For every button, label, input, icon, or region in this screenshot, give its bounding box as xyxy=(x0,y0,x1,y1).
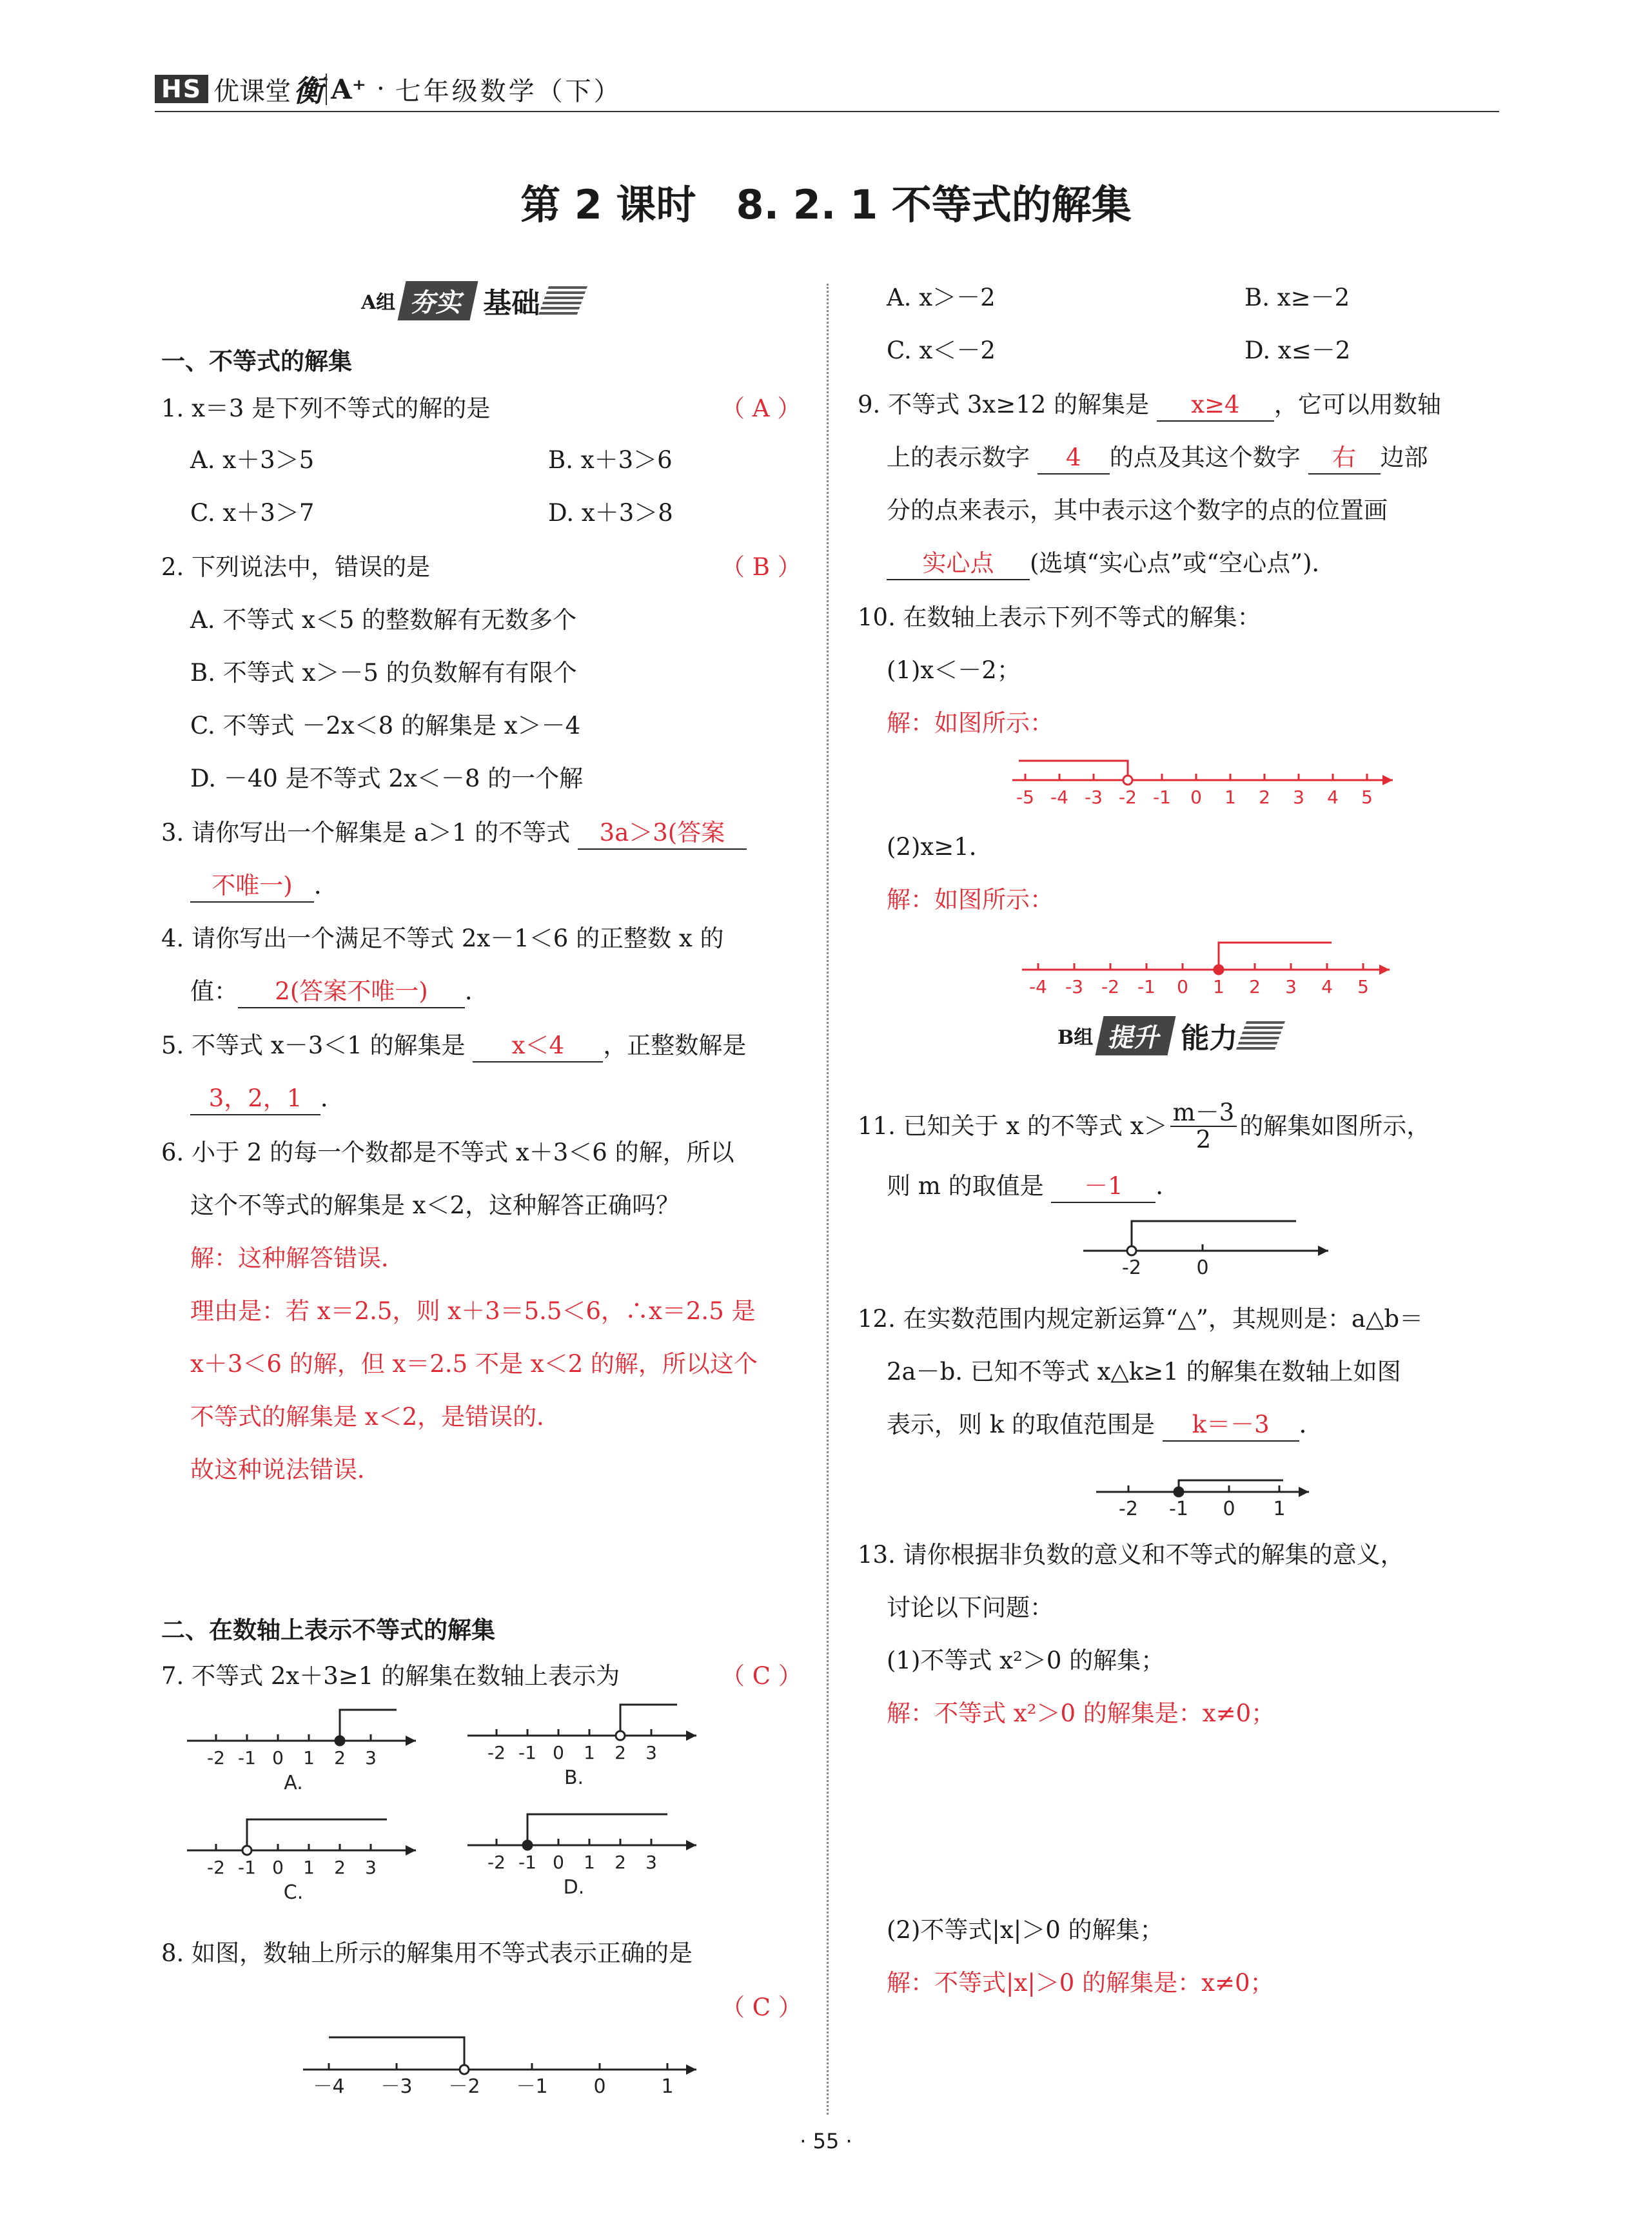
hollow-point xyxy=(242,1846,251,1855)
q7-option-figure xyxy=(467,1705,696,1789)
q11-stem-a: 11. 已知关于 x 的不等式 x＞ xyxy=(858,1112,1168,1140)
tick-label: 0 xyxy=(272,1747,284,1768)
tick-label: －1 xyxy=(516,2075,548,2098)
solution-bracket xyxy=(1219,943,1332,970)
hollow-point xyxy=(616,1731,625,1740)
q11-frac-den: 2 xyxy=(1195,1126,1212,1153)
tick-label: -1 xyxy=(1153,787,1171,808)
tick-label: -2 xyxy=(487,1742,506,1763)
q7-answer: （ C ） xyxy=(721,1662,802,1690)
q9-t5: 边部 xyxy=(1380,444,1428,471)
q13-answer-2: 解：不等式|x|＞0 的解集是：x≠0； xyxy=(887,1969,1274,1997)
header-rule xyxy=(155,111,1499,112)
solid-point xyxy=(523,1841,532,1850)
q1-option-d: D. x＋3＞8 xyxy=(548,499,673,527)
q9-t7: (选填“实心点”或“空心点”)． xyxy=(1030,549,1336,577)
q11-figure xyxy=(1077,1212,1335,1283)
tick-label: 0 xyxy=(593,2075,606,2098)
q7-option-label: A. xyxy=(284,1772,303,1794)
tick-label: 3 xyxy=(365,1747,377,1768)
brand-mark: 衡 xyxy=(293,73,324,108)
q6-answer-3: x＋3＜6 的解，但 x＝2.5 不是 x＜2 的解，所以这个 xyxy=(190,1350,758,1378)
tick-label: 2 xyxy=(615,1852,626,1873)
q11-stem-b: 的解集如图所示， xyxy=(1239,1112,1431,1140)
q6-line1: 6. 小于 2 的每一个数都是不等式 x＋3＜6 的解，所以 xyxy=(161,1139,734,1166)
q8-answer: （ C ） xyxy=(721,1993,802,2021)
q7-option-label: D. xyxy=(563,1876,585,1899)
q2-stem: 2. 下列说法中，错误的是 xyxy=(161,553,431,581)
group-b-shaded: 提升 xyxy=(1096,1016,1176,1055)
tick-label: －4 xyxy=(313,2075,345,2098)
column-divider xyxy=(827,284,829,2115)
q1-answer: （ A ） xyxy=(721,395,801,422)
q9-line3: 分的点来表示，其中表示这个数字的点的位置画 xyxy=(887,496,1388,524)
axis-arrow xyxy=(406,1736,416,1746)
solution-bracket xyxy=(1179,1480,1283,1492)
axis-arrow xyxy=(1379,965,1390,975)
tick-label: 5 xyxy=(1361,787,1373,808)
axis-arrow xyxy=(686,2064,696,2075)
tick-label: 1 xyxy=(661,2075,674,2098)
axis-arrow xyxy=(1382,775,1393,785)
q1-option-c: C. x＋3＞7 xyxy=(190,499,315,527)
q13-answer-1: 解：不等式 x²＞0 的解集是：x≠0； xyxy=(887,1699,1275,1727)
tick-label: -3 xyxy=(1065,976,1083,997)
q10-stem: 10. 在数轴上表示下列不等式的解集： xyxy=(858,603,1261,631)
q11-number-line xyxy=(1083,1221,1328,1279)
q2-option-d: D. －40 是不等式 2x＜－8 的一个解 xyxy=(190,765,584,792)
q13-part-1: (1)不等式 x²＞0 的解集； xyxy=(887,1647,1165,1674)
q7-option-label: C. xyxy=(283,1881,304,1904)
q8-figure xyxy=(297,2031,709,2102)
group-a-stripes xyxy=(538,286,587,315)
q3-line2 xyxy=(190,870,338,903)
tick-label: 2 xyxy=(1259,787,1270,808)
tick-label: -1 xyxy=(238,1747,256,1768)
tick-label: 0 xyxy=(553,1742,564,1763)
solid-point xyxy=(335,1736,344,1745)
q6-answer-4: 不等式的解集是 x＜2，是错误的． xyxy=(190,1403,561,1431)
q8-option-b: B. x≥－2 xyxy=(1244,284,1350,311)
tick-label: 1 xyxy=(584,1742,595,1763)
q3-end: ． xyxy=(314,872,338,899)
q7-figures xyxy=(181,1702,696,1915)
tick-label: 2 xyxy=(1249,976,1261,997)
page-number: · 55 · xyxy=(800,2129,852,2153)
group-b-label: B组 xyxy=(1057,1026,1094,1049)
q9-t2: ，它可以用数轴 xyxy=(1273,391,1441,418)
q9-stem: 9. 不等式 3x≥12 的解集是 xyxy=(858,391,1150,418)
tick-label: -4 xyxy=(1029,976,1047,997)
grade-mark: A⁺ xyxy=(326,73,366,105)
tick-label: 1 xyxy=(1224,787,1236,808)
solution-bracket xyxy=(1132,1221,1296,1251)
q2-option-a: A. 不等式 x＜5 的整数解有无数多个 xyxy=(190,606,577,634)
tick-label: 1 xyxy=(584,1852,595,1873)
q1-stem: 1. x＝3 是下列不等式的解的是 xyxy=(161,395,491,422)
tick-label: -5 xyxy=(1016,787,1034,808)
tick-label: -2 xyxy=(207,1857,225,1878)
q3-blank-cont: 不唯一) xyxy=(190,870,314,903)
q6-line2: 这个不等式的解集是 x＜2，这种解答正确吗？ xyxy=(190,1191,680,1219)
tick-label: -1 xyxy=(518,1852,536,1873)
solution-bracket xyxy=(340,1710,397,1741)
q7-option-label: B. xyxy=(564,1767,584,1789)
q11-line2 xyxy=(887,1171,1179,1203)
q10-part-1: (1)x＜－2； xyxy=(887,656,1021,684)
group-a-shaded: 夯实 xyxy=(398,281,478,320)
tick-label: -2 xyxy=(1119,787,1137,808)
q12-line1: 12. 在实数范围内规定新运算“△”，其规则是：a△b＝ xyxy=(858,1305,1424,1333)
hollow-point xyxy=(1123,776,1132,785)
q10-part-2: (2)x≥1． xyxy=(887,833,993,861)
q13-line2: 讨论以下问题： xyxy=(887,1594,1054,1621)
tick-label: 3 xyxy=(645,1852,657,1873)
q11-blank: －1 xyxy=(1051,1171,1155,1203)
q6-answer-2: 理由是：若 x＝2.5，则 x＋3＝5.5＜6，∴x＝2.5 是 xyxy=(190,1297,756,1325)
q11-end: ． xyxy=(1155,1172,1180,1200)
tick-label: -3 xyxy=(1085,787,1103,808)
section-2-heading: 二、在数轴上表示不等式的解集 xyxy=(161,1616,495,1644)
q4-blank: 2(答案不唯一) xyxy=(238,976,465,1008)
q9-blank-2: 4 xyxy=(1037,442,1110,475)
q10-number-line-2 xyxy=(1022,943,1390,997)
tick-label: 0 xyxy=(272,1857,284,1878)
q10-figure-2 xyxy=(1016,931,1402,1002)
tick-label: 2 xyxy=(334,1857,346,1878)
q12-number-line xyxy=(1096,1480,1309,1520)
q1-option-a: A. x＋3＞5 xyxy=(190,446,315,474)
q9-blank-4: 实心点 xyxy=(887,548,1030,580)
solution-bracket xyxy=(1019,761,1128,780)
header xyxy=(155,70,622,108)
tick-label: -1 xyxy=(1137,976,1155,997)
axis-arrow xyxy=(1299,1487,1309,1497)
logo: HS xyxy=(155,75,208,103)
q9-line4 xyxy=(887,548,1336,580)
axis-arrow xyxy=(1318,1246,1328,1256)
tick-label: 3 xyxy=(1293,787,1304,808)
q9-line1 xyxy=(858,389,1441,422)
q10-figure-1 xyxy=(1006,754,1406,825)
q8-option-d: D. x≤－2 xyxy=(1244,337,1351,364)
axis-arrow xyxy=(686,1840,696,1850)
hollow-point xyxy=(460,2065,469,2074)
page-title: 第 2 课时 8. 2. 1 不等式的解集 xyxy=(520,181,1132,228)
tick-label: 0 xyxy=(553,1852,564,1873)
brand: 优课堂 xyxy=(213,76,291,106)
group-b-plain: 能力 xyxy=(1181,1022,1238,1055)
q11-line1 xyxy=(858,1100,1430,1153)
tick-label: -2 xyxy=(207,1747,225,1768)
q4-line1: 4. 请你写出一个满足不等式 2x－1＜6 的正整数 x 的 xyxy=(161,925,724,952)
tick-label: 2 xyxy=(334,1747,346,1768)
solution-bracket xyxy=(527,1814,667,1845)
axis-arrow xyxy=(406,1845,416,1856)
q12-blank: k＝－3 xyxy=(1163,1409,1299,1442)
solid-point xyxy=(1174,1487,1183,1496)
q3-blank: 3a＞3(答案 xyxy=(578,818,747,850)
q5-line1 xyxy=(161,1030,746,1063)
tick-label: 0 xyxy=(1223,1498,1235,1520)
tick-label: 0 xyxy=(1196,1257,1209,1279)
q1-option-b: B. x＋3＞6 xyxy=(548,446,673,474)
subject: 七年级数学（下） xyxy=(395,76,622,106)
q8-option-a: A. x＞－2 xyxy=(887,284,996,311)
q7-option-figure xyxy=(187,1710,416,1794)
q5-stem: 5. 不等式 x－3＜1 的解集是 xyxy=(161,1032,466,1059)
tick-label: 4 xyxy=(1321,976,1333,997)
q9-blank-3: 右 xyxy=(1308,442,1381,475)
q10-number-line-1 xyxy=(1012,761,1393,808)
q5-line2 xyxy=(190,1083,344,1115)
q3-line xyxy=(161,818,747,850)
q2-option-b: B. 不等式 x＞－5 的负数解有有限个 xyxy=(190,659,577,687)
tick-label: 0 xyxy=(1190,787,1202,808)
tick-label: -4 xyxy=(1050,787,1068,808)
q10-answer-1: 解：如图所示： xyxy=(887,709,1054,737)
q5-blank-2: 3，2，1 xyxy=(190,1083,320,1115)
q7-option-figure xyxy=(187,1819,416,1904)
q5-mid: ，正整数解是 xyxy=(603,1032,747,1059)
tick-label: 1 xyxy=(1273,1498,1286,1520)
tick-label: 0 xyxy=(1177,976,1188,997)
q6-answer-5: 故这种说法错误． xyxy=(190,1456,381,1484)
group-b-banner xyxy=(1057,1017,1280,1053)
q9-blank-1: x≥4 xyxy=(1157,389,1274,422)
solid-point xyxy=(1214,965,1223,974)
q12-figure xyxy=(1090,1460,1322,1531)
q3-stem: 3. 请你写出一个解集是 a＞1 的不等式 xyxy=(161,819,571,847)
group-a-banner xyxy=(361,282,582,318)
q12-line3 xyxy=(887,1409,1323,1442)
tick-label: －2 xyxy=(448,2075,480,2098)
q12-line2: 2a－b. 已知不等式 x△k≥1 的解集在数轴上如图 xyxy=(887,1358,1401,1386)
solution-bracket xyxy=(247,1819,387,1850)
q5-blank: x＜4 xyxy=(473,1030,603,1063)
tick-label: -1 xyxy=(518,1742,536,1763)
q9-t4: 的点及其这个数字 xyxy=(1109,444,1301,471)
q6-answer-1: 解：这种解答错误． xyxy=(190,1244,405,1272)
q13-part-2: (2)不等式|x|＞0 的解集； xyxy=(887,1916,1164,1944)
tick-label: 5 xyxy=(1357,976,1369,997)
tick-label: 4 xyxy=(1327,787,1339,808)
q7-option-figure xyxy=(467,1814,696,1899)
tick-label: 2 xyxy=(615,1742,626,1763)
tick-label: -1 xyxy=(238,1857,256,1878)
q13-line1: 13. 请你根据非负数的意义和不等式的解集的意义， xyxy=(858,1541,1404,1569)
section-1-heading: 一、不等式的解集 xyxy=(161,348,352,375)
tick-label: -2 xyxy=(487,1852,506,1873)
group-a-plain: 基础 xyxy=(483,287,540,320)
q12-end: ． xyxy=(1299,1411,1323,1438)
q11-prefix: 则 m 的取值是 xyxy=(887,1172,1044,1200)
q4-end: ． xyxy=(465,977,489,1005)
q11-fraction xyxy=(1170,1100,1237,1153)
hollow-point xyxy=(1127,1246,1136,1255)
tick-label: -2 xyxy=(1119,1498,1138,1520)
q7-stem: 7. 不等式 2x＋3≥1 的解集在数轴上表示为 xyxy=(161,1662,620,1690)
q9-line2 xyxy=(887,442,1428,475)
solution-bracket xyxy=(620,1705,677,1736)
q2-answer: （ B ） xyxy=(721,553,801,581)
q2-option-c: C. 不等式 －2x＜8 的解集是 x＞－4 xyxy=(190,712,581,739)
group-b-stripes xyxy=(1236,1021,1285,1050)
tick-label: 1 xyxy=(303,1747,315,1768)
axis-arrow xyxy=(686,1730,696,1741)
q11-frac-num: m－3 xyxy=(1170,1100,1237,1127)
tick-label: -1 xyxy=(1169,1498,1188,1520)
q10-answer-2: 解：如图所示： xyxy=(887,886,1054,914)
tick-label: 3 xyxy=(645,1742,657,1763)
header-dot: · xyxy=(376,74,385,104)
q12-prefix: 表示，则 k 的取值范围是 xyxy=(887,1411,1155,1438)
q8-stem: 8. 如图，数轴上所示的解集用不等式表示正确的是 xyxy=(161,1939,693,1967)
tick-label: 3 xyxy=(365,1857,377,1878)
tick-label: -2 xyxy=(1122,1257,1141,1279)
q8-option-c: C. x＜－2 xyxy=(887,337,996,364)
q4-prefix: 值： xyxy=(190,977,238,1005)
q8-number-line xyxy=(303,2037,696,2098)
tick-label: 3 xyxy=(1285,976,1297,997)
tick-label: －3 xyxy=(380,2075,413,2098)
q4-line2 xyxy=(190,976,489,1008)
tick-label: -2 xyxy=(1101,976,1119,997)
q5-end: ． xyxy=(320,1084,344,1112)
q9-t3: 上的表示数字 xyxy=(887,444,1030,471)
tick-label: 1 xyxy=(303,1857,315,1878)
q7-number-lines xyxy=(187,1705,696,1904)
group-a-label: A组 xyxy=(361,291,396,314)
tick-label: 1 xyxy=(1213,976,1224,997)
